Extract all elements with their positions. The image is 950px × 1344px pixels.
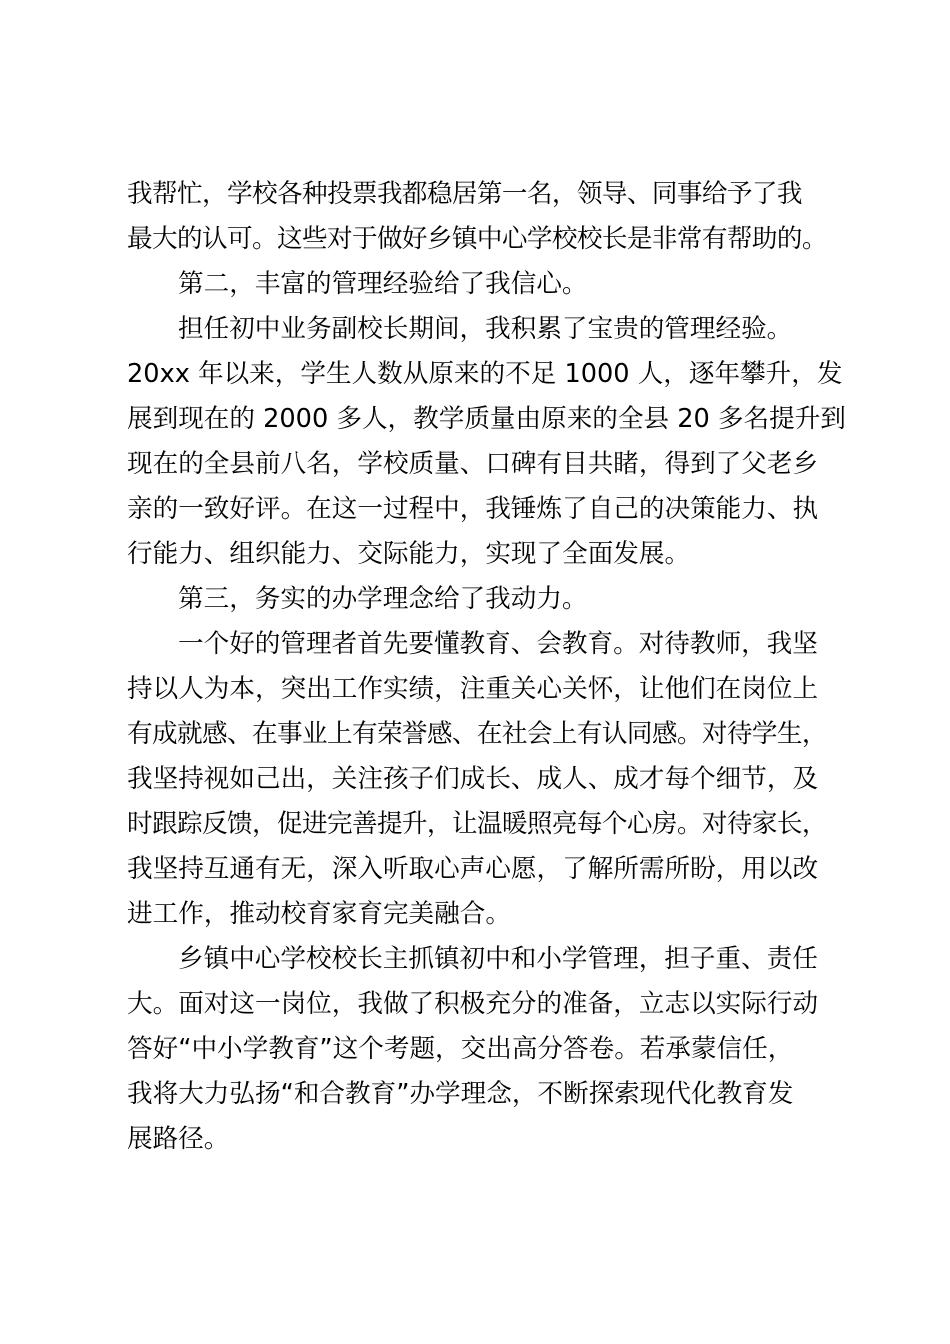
text-line: 我坚持互通有无，深入听取心声心愿，了解所需所盼，用以改 (127, 854, 819, 884)
text-line: 展到现在的 2000 多人，教学质量由原来的全县 20 多名提升到 (127, 404, 846, 434)
text-line: 展路径。 (127, 1124, 230, 1154)
text-line: 我将大力弘扬“和合教育”办学理念，不断探索现代化教育发 (127, 1079, 794, 1109)
text-line: 担任初中业务副校长期间，我积累了宝贵的管理经验。 (178, 314, 793, 344)
text-line: 最大的认可。这些对于做好乡镇中心学校校长是非常有帮助的。 (127, 224, 827, 254)
body-text (127, 172, 846, 1162)
text-line: 现在的全县前八名，学校质量、口碑有目共睹，得到了父老乡 (127, 449, 819, 479)
text-line: 进工作，推动校育家育完美融合。 (127, 899, 511, 929)
section-heading: 第三，务实的办学理念给了我动力。 (178, 584, 588, 614)
text-line: 20xx 年以来，学生人数从原来的不足 1000 人，逐年攀升，发 (127, 359, 843, 389)
text-line: 大。面对这一岗位，我做了积极充分的准备，立志以实际行动 (127, 989, 819, 1019)
text-line: 持以人为本，突出工作实绩，注重关心关怀，让他们在岗位上 (127, 674, 819, 704)
text-line: 一个好的管理者首先要懂教育、会教育。对待教师，我坚 (178, 629, 818, 659)
text-line: 我帮忙，学校各种投票我都稳居第一名，领导、同事给予了我 (127, 179, 802, 209)
text-line: 我坚持视如己出，关注孩子们成长、成人、成才每个细节，及 (127, 764, 819, 794)
text-line: 时跟踪反馈，促进完善提升，让温暖照亮每个心房。对待家长， (127, 809, 827, 839)
text-line: 行能力、组织能力、交际能力，实现了全面发展。 (127, 539, 691, 569)
section-heading: 第二，丰富的管理经验给了我信心。 (178, 269, 588, 299)
text-line: 亲的一致好评。在这一过程中，我锤炼了自己的决策能力、执 (127, 494, 819, 524)
text-line: 乡镇中心学校校长主抓镇初中和小学管理，担子重、责任 (178, 944, 818, 974)
text-line: 有成就感、在事业上有荣誉感、在社会上有认同感。对待学生， (127, 719, 827, 749)
text-line: 答好“中小学教育”这个考题，交出高分答卷。若承蒙信任， (127, 1034, 794, 1064)
